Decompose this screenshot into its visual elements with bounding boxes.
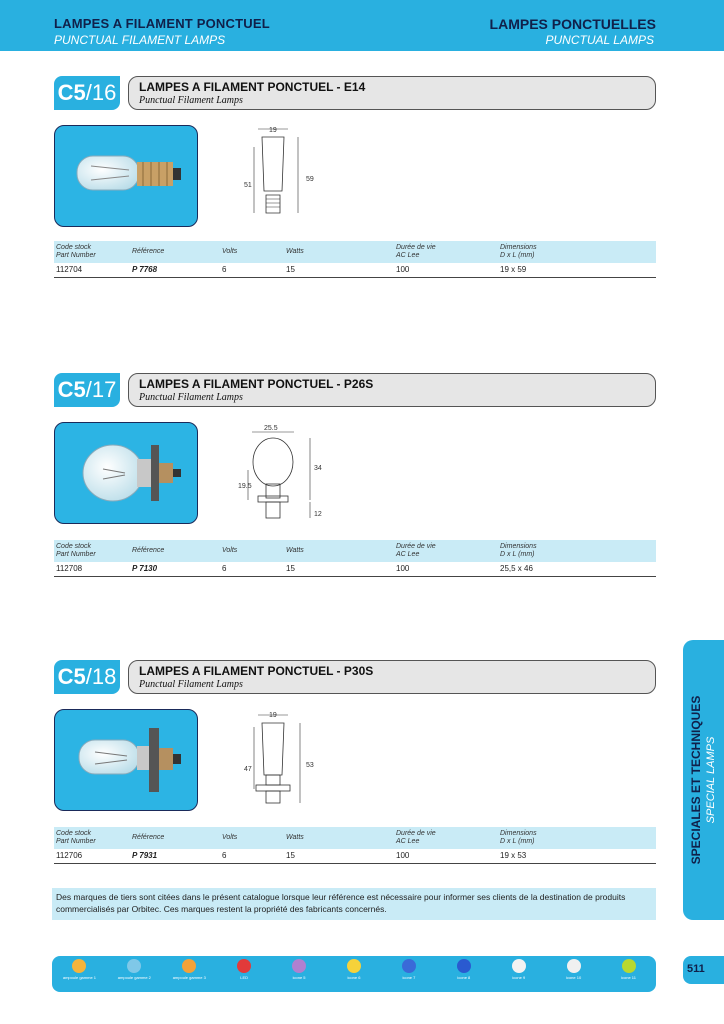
spec-table-c5-18 [54, 827, 656, 864]
header-life: Durée de vie AC Lee [396, 830, 436, 845]
legend-label: icone 7 [402, 975, 416, 980]
side-tab-subtitle: SPECIAL LAMPS [705, 736, 717, 824]
spec-table-c5-17 [54, 540, 656, 577]
cell-watts: 15 [286, 851, 295, 860]
lamp-photo-p30s [54, 709, 198, 811]
header-volts: Volts [222, 547, 238, 554]
drawing-width-label: 19 [269, 127, 277, 134]
section-subtitle: Punctual Filament Lamps [139, 392, 243, 403]
cell-code: 112704 [56, 265, 83, 274]
cell-volts: 6 [222, 265, 227, 274]
header-life: Durée de vie AC Lee [396, 244, 436, 259]
legend-label: icone 6 [347, 975, 361, 980]
legend-icon-2 [107, 959, 162, 980]
legend-symbol-icon [347, 959, 361, 973]
lamp-drawing-e14 [236, 125, 356, 230]
cell-watts: 15 [286, 265, 295, 274]
legend-icon-1 [52, 959, 107, 980]
legend-icon-10 [546, 959, 601, 980]
header-reference: Référence [132, 248, 165, 255]
legend-symbol-icon [127, 959, 141, 973]
header-watts: Watts [286, 248, 304, 255]
lamp-drawing-p26s [236, 420, 356, 529]
side-tab-title: SPECIALES ET TECHNIQUES [689, 695, 703, 865]
drawing-outer-label: 59 [306, 176, 314, 183]
table-row [54, 263, 656, 278]
table-row [54, 562, 656, 577]
cell-life: 100 [396, 265, 410, 274]
header-right-title: LAMPES PONCTUELLES [489, 16, 656, 32]
legend-label: LED [240, 975, 249, 980]
header-code: Code stock Part Number [56, 830, 96, 845]
cell-dimensions: 19 x 53 [500, 851, 527, 860]
header-life: Durée de vie AC Lee [396, 543, 436, 558]
cell-dimensions: 25,5 x 46 [500, 564, 533, 573]
spec-table-header [54, 241, 656, 263]
cell-reference: P 7130 [132, 564, 158, 573]
legend-symbol-icon [512, 959, 526, 973]
spec-table-c5-16 [54, 241, 656, 278]
drawing-width-label: 25.5 [264, 425, 278, 432]
legend-symbol-icon [457, 959, 471, 973]
header-right-subtitle: PUNCTUAL LAMPS [545, 33, 654, 47]
header-watts: Watts [286, 834, 304, 841]
legend-symbol-icon [622, 959, 636, 973]
cell-life: 100 [396, 564, 410, 573]
cell-reference: P 7931 [132, 851, 158, 860]
section-subtitle: Punctual Filament Lamps [139, 95, 243, 106]
cell-volts: 6 [222, 851, 227, 860]
section-title-box [128, 373, 656, 407]
legend-label: icone 10 [566, 975, 582, 980]
header-code: Code stock Part Number [56, 543, 96, 558]
footer-icon-legend [52, 956, 656, 992]
section-title: LAMPES A FILAMENT PONCTUEL - P30S [139, 664, 374, 678]
cell-reference: P 7768 [132, 265, 158, 274]
cell-volts: 6 [222, 564, 227, 573]
cell-code: 112708 [56, 564, 83, 573]
drawing-outer-label: 53 [306, 762, 314, 769]
header-left-subtitle: PUNCTUAL FILAMENT LAMPS [54, 33, 226, 47]
legend-symbol-icon [292, 959, 306, 973]
drawing-inner-label: 19.5 [238, 483, 252, 490]
cell-code: 112706 [56, 851, 83, 860]
legend-label: ampoule gamme 1 [62, 975, 97, 980]
legend-icon-3 [162, 959, 217, 980]
lamp-photo-p26s [54, 422, 198, 524]
legend-icon-11 [601, 959, 656, 980]
header-dimensions: Dimensions D x L (mm) [500, 244, 537, 259]
section-subtitle: Punctual Filament Lamps [139, 679, 243, 690]
category-side-tab[interactable] [683, 640, 724, 920]
header-bar [0, 0, 724, 51]
drawing-outer-label: 34 [314, 465, 322, 472]
page-number-tab [683, 956, 724, 984]
section-code-badge: C5/17 [54, 373, 120, 407]
section-code-badge: C5/16 [54, 76, 120, 110]
legend-symbol-icon [182, 959, 196, 973]
table-row [54, 849, 656, 864]
lamp-e14-image [55, 126, 197, 226]
lamp-drawing-p30s [236, 709, 356, 814]
spec-table-header [54, 540, 656, 562]
legend-symbol-icon [72, 959, 86, 973]
legend-label: icone 5 [292, 975, 306, 980]
drawing-inner-label: 47 [244, 766, 252, 773]
legend-icon-5 [272, 959, 327, 980]
legend-label: ampoule gamme 2 [117, 975, 151, 980]
header-dimensions: Dimensions D x L (mm) [500, 543, 537, 558]
legend-icon-4 [217, 959, 272, 980]
legend-label: ampoule gamme 3 [172, 975, 206, 980]
legend-icon-7 [381, 959, 436, 980]
legend-icon-6 [327, 959, 382, 980]
header-volts: Volts [222, 834, 238, 841]
section-title: LAMPES A FILAMENT PONCTUEL - E14 [139, 80, 366, 94]
cell-watts: 15 [286, 564, 295, 573]
drawing-inner-label: 51 [244, 182, 252, 189]
trademark-disclaimer: Des marques de tiers sont citées dans le présent catalogue lorsque leur référence est nécessaire pour informer ses clients de la destination de produits commercialisés par Orbitec. Ces marques restent la propriété des fabricants concernés. [52, 888, 656, 920]
section-code-badge: C5/18 [54, 660, 120, 694]
header-code: Code stock Part Number [56, 244, 96, 259]
cell-life: 100 [396, 851, 410, 860]
section-title-box [128, 76, 656, 110]
cell-dimensions: 19 x 59 [500, 265, 527, 274]
lamp-p26s-image [55, 423, 197, 523]
header-reference: Référence [132, 547, 165, 554]
legend-symbol-icon [567, 959, 581, 973]
lamp-photo-e14 [54, 125, 198, 227]
legend-label: icone 9 [512, 975, 526, 980]
legend-icon-9 [491, 959, 546, 980]
header-volts: Volts [222, 248, 238, 255]
drawing-base-label: 12 [314, 511, 322, 518]
drawing-width-label: 19 [269, 712, 277, 719]
header-left-title: LAMPES A FILAMENT PONCTUEL [54, 16, 270, 31]
legend-label: icone 11 [621, 975, 636, 980]
page-number: 511 [687, 963, 705, 975]
header-dimensions: Dimensions D x L (mm) [500, 830, 537, 845]
header-watts: Watts [286, 547, 304, 554]
section-title: LAMPES A FILAMENT PONCTUEL - P26S [139, 377, 374, 391]
legend-symbol-icon [237, 959, 251, 973]
legend-icon-8 [436, 959, 491, 980]
lamp-p30s-image [55, 710, 197, 810]
legend-label: icone 8 [457, 975, 471, 980]
spec-table-header [54, 827, 656, 849]
header-reference: Référence [132, 834, 165, 841]
section-title-box [128, 660, 656, 694]
legend-symbol-icon [402, 959, 416, 973]
